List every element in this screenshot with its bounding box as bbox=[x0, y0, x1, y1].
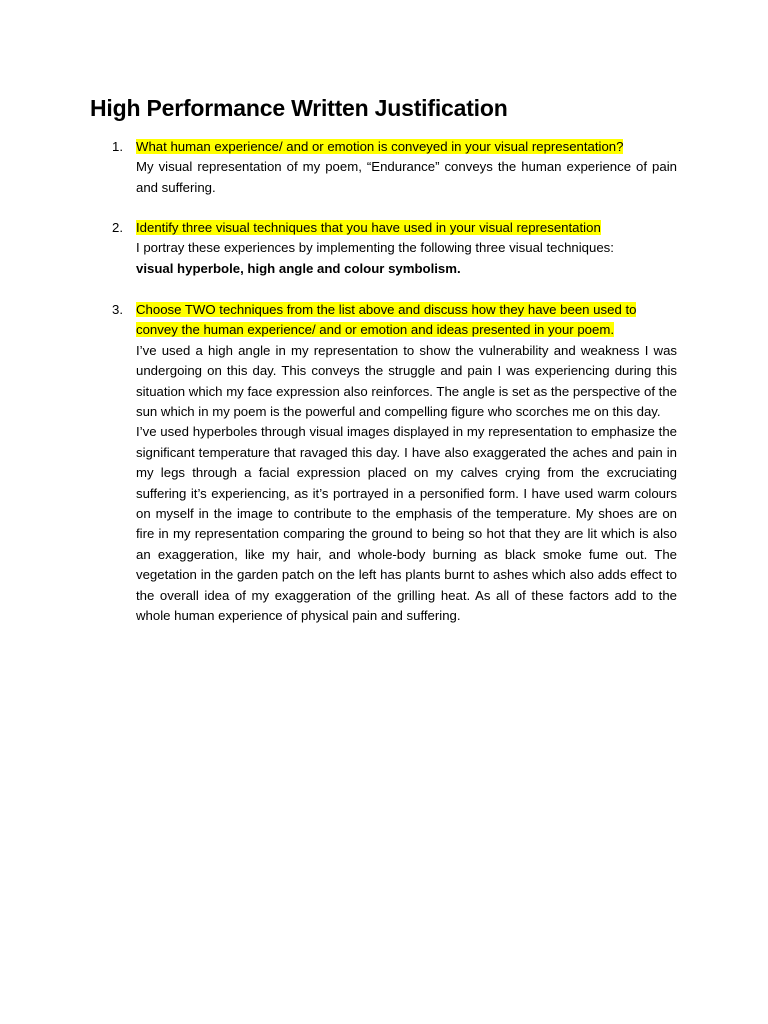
question-text bbox=[136, 300, 677, 341]
question-text bbox=[136, 137, 677, 157]
highlighted-question: Choose TWO techniques from the list above and discuss how they have been used to convey the human experience/ and or emotion and ideas presented in your poem. bbox=[136, 302, 637, 338]
document-title: High Performance Written Justification bbox=[90, 95, 508, 121]
question-number: 3. bbox=[112, 302, 123, 317]
answer-paragraph: My visual representation of my poem, “Endurance” conveys the human experience of pain and suffering. bbox=[136, 159, 677, 195]
answer-text bbox=[136, 341, 677, 627]
highlighted-question: Identify three visual techniques that you have used in your visual representation bbox=[136, 220, 601, 235]
question-body bbox=[136, 218, 677, 279]
question-item-2 bbox=[112, 218, 677, 279]
answer-paragraph: I’ve used hyperboles through visual images displayed in my representation to emphasize the significant temperature that ravaged this day. I have also exaggerated the aches and pain in my legs through a facial expression placed on my calves crying from the excruciating suffering it’s experiencing, as it’s portrayed in a personified form. I have used warm colours on myself in the image to contribute to the emphasis of the temperature. My shoes are on fire in my representation comparing the ground to being so hot that they are lit which is also an exaggeration, like my hair, and whole-body burning as black smoke fume out. The vegetation in the garden patch on the left has plants burnt to ashes which also adds effect to the overall idea of my exaggeration of the grilling heat. As all of these factors add to the whole human experience of physical pain and suffering. bbox=[136, 424, 677, 624]
question-body bbox=[136, 300, 677, 627]
question-item-3 bbox=[112, 300, 677, 627]
question-number: 2. bbox=[112, 220, 123, 235]
highlighted-question: What human experience/ and or emotion is conveyed in your visual representation? bbox=[136, 139, 624, 154]
answer-paragraph: I portray these experiences by implementing the following three visual techniques: bbox=[136, 240, 614, 256]
question-item-1 bbox=[112, 137, 677, 198]
question-number: 1. bbox=[112, 139, 123, 154]
answer-paragraph: I’ve used a high angle in my representation to show the vulnerability and weakness I was undergoing on this day. This conveys the struggle and pain I was experiencing during this situation which my face expression also reinforces. The angle is set as the perspective of the sun which in my poem is the powerful and compelling figure who scorches me on this day. bbox=[136, 342, 677, 420]
answer-bold-text: visual hyperbole, high angle and colour symbolism. bbox=[136, 260, 461, 276]
answer-text bbox=[136, 157, 677, 198]
question-text bbox=[136, 218, 677, 238]
answer-text bbox=[136, 238, 677, 279]
question-body bbox=[136, 137, 677, 198]
